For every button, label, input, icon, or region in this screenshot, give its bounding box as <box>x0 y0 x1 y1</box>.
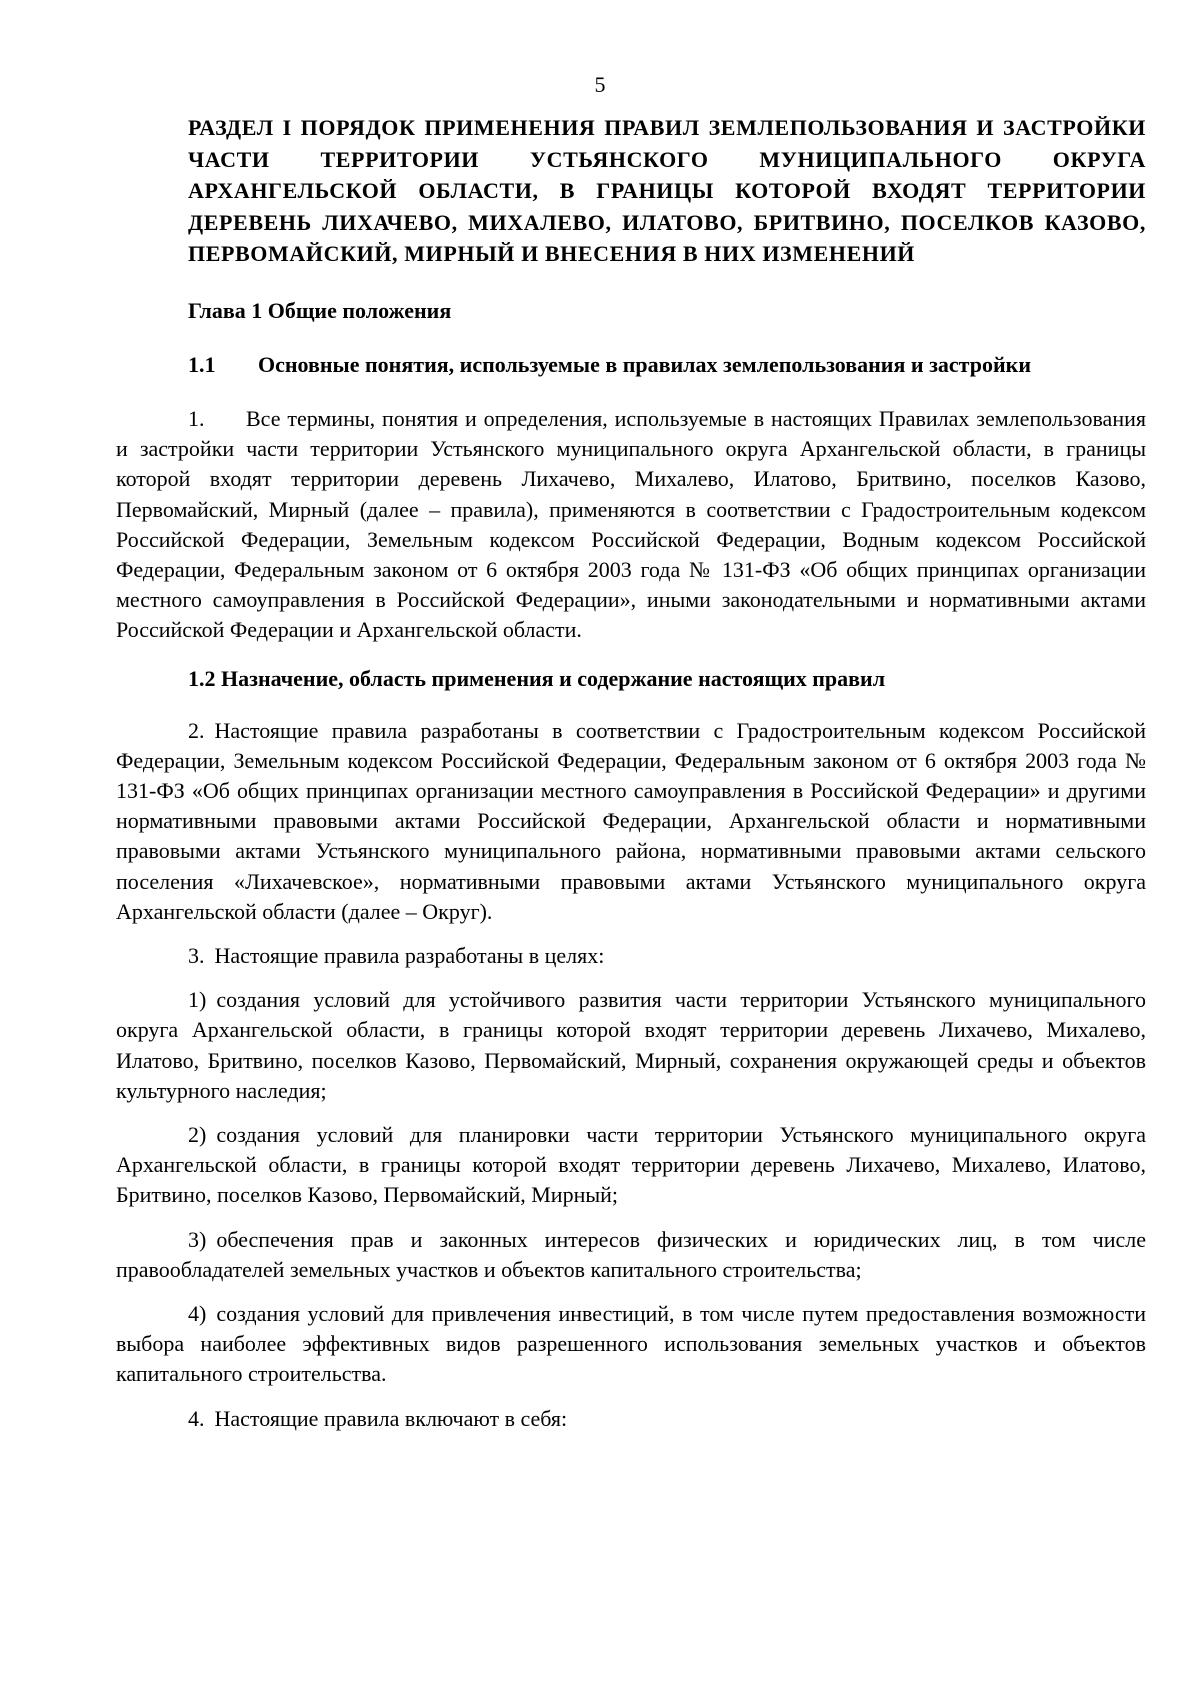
paragraph-4-number: 4. <box>188 1405 205 1431</box>
list-item-number: 4) <box>188 1301 207 1327</box>
paragraph-4-text: Настоящие правила включают в себя: <box>214 1405 568 1431</box>
subsection-2-heading: 1.2 Назначение, область применения и содержание настоящих правил <box>188 665 886 691</box>
paragraph-3-number: 3. <box>188 943 205 969</box>
paragraph-3 <box>116 941 1146 971</box>
list-item-text: обеспечения прав и законных интересов физических и юридических лиц, в том числе правообладателей земельных участков и объектов капитального строительства; <box>116 1226 1146 1282</box>
subsection-1-heading <box>188 350 1146 380</box>
page-number: 5 <box>594 72 606 97</box>
paragraph-4 <box>116 1404 1146 1434</box>
list-item-text: создания условий для планировки части территории Устьянского муниципального округа Архангельской области, в границы которой входят территории деревень Лихачево, Михалево, Илатово, Бритвино, поселков Казово, Первомайский, Мирный; <box>116 1122 1146 1208</box>
paragraph-1-text: Все термины, понятия и определения, используемые в настоящих Правилах землепользования и застройки части территории Устьянского муниципального округа Архангельской области, в границы которой входят территории деревень Лихачево, Михалево, Илатово, Бритвино, поселков Казово, Первомайский, Мирный (далее – правила), применяются в соответствии с Градостроительным кодексом Российской Федерации, Земельным кодексом Российской Федерации, Водным кодексом Российской Федерации, Федеральным законом от 6 октября 2003 года № 131-ФЗ «Об общих принципах организации местного самоуправления в Российской Федерации», иными законодательными и нормативными актами Российской Федерации и Архангельской области. <box>116 405 1146 643</box>
paragraph-3-text: Настоящие правила разработаны в целях: <box>214 943 605 969</box>
paragraph-1-number: 1. <box>188 405 205 431</box>
list-item-text: создания условий для устойчивого развития части территории Устьянского муниципального округа Архангельской области, в границы которой входят территории деревень Лихачево, Михалево, Илатово, Бритвино, поселков Казово, Первомайский, Мирный, сохранения окружающей среды и объектов культурного наследия; <box>116 987 1146 1103</box>
list-item <box>116 1299 1146 1390</box>
list-item-number: 3) <box>188 1226 207 1252</box>
subsection-1-number: 1.1 <box>188 351 216 377</box>
section-title: РАЗДЕЛ I ПОРЯДОК ПРИМЕНЕНИЯ ПРАВИЛ ЗЕМЛЕПОЛЬЗОВАНИЯ И ЗАСТРОЙКИ ЧАСТИ ТЕРРИТОРИИ УСТЬЯНСКОГО МУНИЦИПАЛЬНОГО ОКРУГА АРХАНГЕЛЬСКОЙ ОБЛАСТИ, В ГРАНИЦЫ КОТОРОЙ ВХОДЯТ ТЕРРИТОРИИ ДЕРЕВЕНЬ ЛИХАЧЕВО, МИХАЛЕВО, ИЛАТОВО, БРИТВИНО, ПОСЕЛКОВ КАЗОВО, ПЕРВОМАЙСКИЙ, МИРНЫЙ И ВНЕСЕНИЯ В НИХ ИЗМЕНЕНИЙ <box>188 115 1146 267</box>
list-item <box>116 985 1146 1106</box>
list-item <box>116 1225 1146 1285</box>
document-body <box>116 112 1146 1434</box>
paragraph-2-number: 2. <box>188 717 205 743</box>
paragraph-1 <box>116 404 1146 646</box>
list-item-text: создания условий для привлечения инвестиций, в том числе путем предоставления возможности выбора наиболее эффективных видов разрешенного использования земельных участков и объектов капитального строительства. <box>116 1301 1146 1387</box>
paragraph-2 <box>116 716 1146 927</box>
paragraph-2-text: Настоящие правила разработаны в соответствии с Градостроительным кодексом Российской Федерации, Земельным кодексом Российской Федерации, Федеральным законом от 6 октября 2003 года № 131-ФЗ «Об общих принципах организации местного самоуправления в Российской Федерации» и другими нормативными правовыми актами Российской Федерации, Архангельской области и нормативными правовыми актами Устьянского муниципального района, нормативными правовыми актами сельского поселения «Лихачевское», нормативными правовыми актами Устьянского муниципального округа Архангельской области (далее – Округ). <box>116 717 1146 924</box>
list-item-number: 2) <box>188 1122 207 1148</box>
list-item-number: 1) <box>188 987 207 1013</box>
chapter-title: Глава 1 Общие положения <box>188 297 452 323</box>
list-item <box>116 1120 1146 1211</box>
subsection-1-title: Основные понятия, используемые в правилах землепользования и застройки <box>258 351 1032 377</box>
